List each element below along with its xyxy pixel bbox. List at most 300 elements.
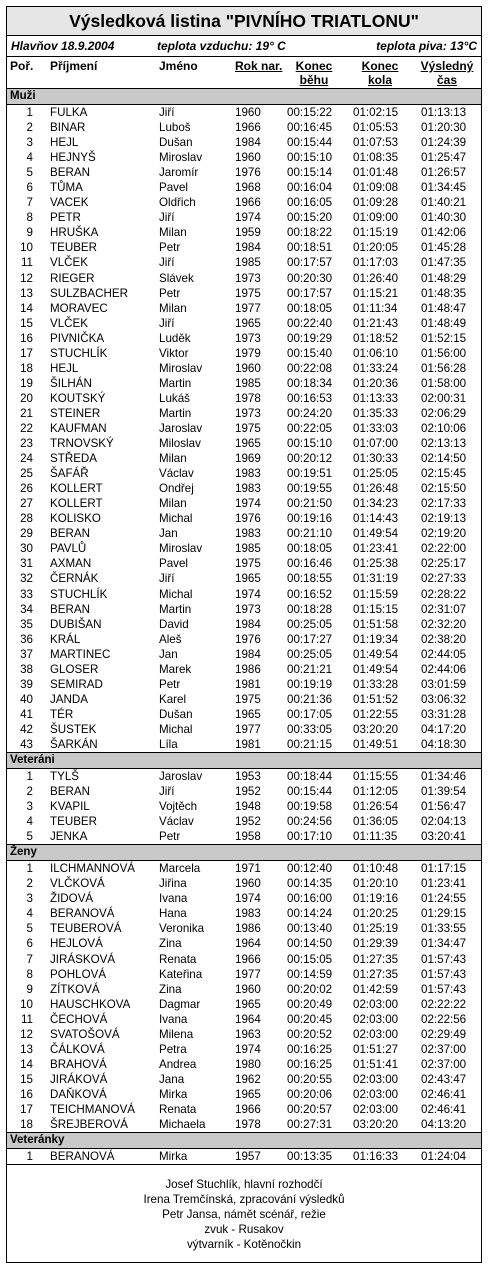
cell-rank: 17 (20, 346, 33, 360)
cell-run-end: 00:16:46 (287, 557, 333, 571)
table-row (7, 876, 481, 891)
table-row (7, 982, 481, 997)
table-row (7, 556, 481, 571)
table-row (7, 135, 481, 150)
table-row (7, 602, 481, 617)
table-row (7, 120, 481, 135)
cell-rank: 5 (26, 166, 33, 180)
table-row (7, 150, 481, 165)
table-row (7, 799, 481, 814)
table-row (7, 271, 481, 286)
table-row (7, 406, 481, 421)
cell-bike-end: 01:51:52 (353, 692, 399, 706)
cell-birth-year: 1984 (235, 136, 261, 150)
cell-rank: 7 (26, 952, 33, 966)
cell-rank: 13 (20, 1042, 33, 1056)
cell-firstname: Slávek (159, 271, 194, 285)
cell-surname: BERANOVÁ (50, 907, 115, 921)
cell-birth-year: 1965 (235, 707, 261, 721)
cell-bike-end: 01:02:15 (353, 106, 399, 119)
cell-rank: 5 (26, 830, 33, 844)
cell-run-end: 00:19:51 (287, 467, 333, 481)
cell-bike-end: 01:33:28 (353, 677, 399, 691)
cell-surname: SULZBACHER (50, 286, 128, 300)
cell-surname: TEUBEROVÁ (50, 922, 122, 936)
cell-bike-end: 01:20:36 (353, 376, 399, 390)
table-row (7, 784, 481, 799)
cell-bike-end: 02:03:00 (353, 1103, 399, 1116)
cell-surname: KVAPIL (50, 800, 90, 814)
cell-birth-year: 1962 (235, 1072, 261, 1086)
cell-rank: 14 (20, 301, 33, 315)
cell-firstname: Petr (159, 241, 181, 255)
cell-run-end: 00:16:25 (287, 1042, 333, 1056)
cell-bike-end: 01:15:15 (353, 602, 399, 616)
cell-bike-end: 01:11:35 (353, 830, 398, 844)
cell-run-end: 00:21:21 (287, 662, 333, 676)
cell-final-time: 01:56:00 (421, 346, 467, 360)
cell-rank: 34 (20, 602, 33, 616)
cell-rank: 6 (26, 937, 33, 951)
cell-run-end: 00:19:16 (287, 512, 333, 526)
cell-bike-end: 01:14:43 (353, 512, 399, 526)
cell-firstname: Mirka (159, 1087, 188, 1101)
cell-rank: 29 (20, 527, 33, 541)
cell-bike-end: 01:05:53 (353, 121, 399, 135)
cell-run-end: 00:20:30 (287, 271, 333, 285)
cell-final-time: 01:45:28 (421, 241, 467, 255)
cell-surname: RIEGER (50, 271, 95, 285)
cell-birth-year: 1975 (235, 692, 261, 706)
cell-bike-end: 03:20:20 (353, 1118, 399, 1132)
cell-firstname: Ivana (159, 1012, 188, 1026)
cell-bike-end: 02:03:00 (353, 997, 399, 1011)
cell-surname: TŮMA (50, 181, 83, 195)
cell-firstname: Milan (159, 452, 187, 466)
cell-birth-year: 1984 (235, 647, 261, 661)
cell-surname: GLOSER (50, 662, 99, 676)
cell-firstname: Michal (159, 587, 193, 601)
cell-surname: BERAN (50, 166, 90, 180)
cell-rank: 43 (20, 737, 33, 751)
cell-surname: TEUBER (50, 241, 98, 255)
cell-firstname: Jan (159, 647, 178, 661)
cell-firstname: Miroslav (159, 361, 203, 375)
results-table (7, 88, 481, 1164)
cell-rank: 24 (20, 452, 33, 466)
cell-birth-year: 1980 (235, 1057, 261, 1071)
cell-firstname: Kateřina (159, 967, 203, 981)
cell-surname: BERAN (50, 527, 90, 541)
table-row (7, 632, 481, 647)
cell-surname: SVATOŠOVÁ (50, 1027, 120, 1041)
cell-rank: 23 (20, 437, 33, 451)
cell-rank: 4 (26, 907, 33, 921)
cell-firstname: Jan (159, 527, 178, 541)
cell-final-time: 02:17:33 (421, 497, 467, 511)
cell-surname: HEJL (50, 136, 79, 150)
cell-firstname: Milena (159, 1027, 194, 1041)
section-header: Ženy (7, 844, 481, 861)
cell-firstname: Petr (159, 677, 181, 691)
cell-birth-year: 1966 (235, 196, 261, 210)
cell-bike-end: 01:49:54 (353, 662, 399, 676)
cell-surname: FULKA (50, 106, 88, 119)
cell-rank: 41 (20, 707, 33, 721)
cell-rank: 5 (26, 922, 33, 936)
cell-birth-year: 1985 (235, 542, 261, 556)
cell-surname: KOLLERT (50, 497, 103, 511)
cell-birth-year: 1976 (235, 166, 261, 180)
cell-rank: 8 (26, 967, 33, 981)
cell-surname: HEJLOVÁ (50, 937, 103, 951)
cell-birth-year: 1976 (235, 632, 261, 646)
cell-bike-end: 01:23:41 (353, 542, 399, 556)
cell-bike-end: 01:07:00 (353, 437, 399, 451)
cell-rank: 3 (26, 892, 33, 906)
cell-birth-year: 1965 (235, 316, 261, 330)
cell-birth-year: 1973 (235, 271, 261, 285)
cell-firstname: Zina (159, 982, 182, 996)
cell-birth-year: 1952 (235, 815, 261, 829)
cell-birth-year: 1978 (235, 391, 261, 405)
cell-rank: 36 (20, 632, 33, 646)
cell-run-end: 00:24:20 (287, 406, 333, 420)
cell-birth-year: 1965 (235, 997, 261, 1011)
cell-final-time: 04:17:20 (421, 722, 467, 736)
cell-final-time: 02:28:22 (421, 587, 467, 601)
cell-final-time: 03:01:59 (421, 677, 467, 691)
cell-firstname: Václav (159, 467, 194, 481)
document-title: Výsledková listina "PIVNÍHO TRIATLONU" (7, 7, 481, 36)
cell-rank: 37 (20, 647, 33, 661)
cell-bike-end: 01:10:48 (353, 862, 399, 876)
cell-surname: ČÁLKOVÁ (50, 1042, 105, 1056)
cell-firstname: Miroslav (159, 151, 203, 165)
cell-rank: 21 (20, 406, 33, 420)
credit-line: Petr Jansa, námět scénář, režie (162, 1208, 326, 1222)
cell-surname: ČERNÁK (50, 572, 99, 586)
cell-final-time: 02:19:20 (421, 527, 467, 541)
cell-final-time: 01:52:15 (421, 331, 467, 345)
col-firstname: Jméno (159, 59, 198, 73)
cell-firstname: Petr (159, 286, 181, 300)
cell-final-time: 02:32:20 (421, 617, 467, 631)
table-row (7, 331, 481, 346)
cell-surname: ŠILHÁN (50, 376, 92, 390)
cell-final-time: 02:14:50 (421, 452, 467, 466)
cell-surname: JIRÁSKOVÁ (50, 952, 116, 966)
cell-final-time: 01:48:29 (421, 271, 467, 285)
cell-surname: JANDA (50, 692, 89, 706)
cell-bike-end: 01:15:59 (353, 587, 399, 601)
cell-bike-end: 01:26:48 (353, 482, 399, 496)
table-row (7, 421, 481, 436)
cell-surname: BERAN (50, 785, 90, 799)
cell-bike-end: 01:08:35 (353, 151, 399, 165)
cell-firstname: Miroslav (159, 542, 203, 556)
cell-run-end: 00:13:40 (287, 922, 333, 936)
cell-run-end: 00:20:49 (287, 997, 333, 1011)
cell-rank: 7 (26, 196, 33, 210)
cell-firstname: Milan (159, 497, 187, 511)
cell-birth-year: 1977 (235, 722, 261, 736)
cell-final-time: 01:24:39 (421, 136, 467, 150)
cell-final-time: 01:57:43 (421, 967, 467, 981)
cell-run-end: 00:13:35 (287, 1150, 333, 1164)
cell-surname: BERAN (50, 602, 90, 616)
cell-rank: 31 (20, 557, 33, 571)
cell-rank: 12 (20, 271, 33, 285)
cell-run-end: 00:25:05 (287, 617, 333, 631)
cell-rank: 15 (20, 316, 33, 330)
cell-run-end: 00:27:31 (287, 1118, 333, 1132)
cell-final-time: 02:22:56 (421, 1012, 467, 1026)
cell-run-end: 00:24:56 (287, 815, 333, 829)
cell-rank: 9 (26, 982, 33, 996)
cell-firstname: Karel (159, 692, 187, 706)
cell-final-time: 02:46:41 (421, 1103, 467, 1116)
cell-firstname: Milan (159, 301, 187, 315)
cell-firstname: Michal (159, 512, 193, 526)
cell-firstname: Martin (159, 602, 192, 616)
col-final-time: Výsledný čas (420, 59, 474, 87)
cell-run-end: 00:18:05 (287, 301, 333, 315)
cell-birth-year: 1979 (235, 346, 261, 360)
cell-firstname: Jiří (159, 256, 175, 270)
cell-surname: ZÍTKOVÁ (50, 982, 100, 996)
cell-birth-year: 1953 (235, 770, 261, 784)
cell-firstname: Martin (159, 406, 192, 420)
cell-birth-year: 1969 (235, 452, 261, 466)
cell-birth-year: 1974 (235, 587, 261, 601)
table-row (7, 829, 481, 844)
cell-firstname: Oldřich (159, 196, 196, 210)
cell-bike-end: 01:30:33 (353, 452, 399, 466)
cell-surname: BERANOVÁ (50, 1150, 115, 1164)
air-temperature: teplota vzduchu: 19° C (157, 39, 286, 53)
table-row (7, 906, 481, 921)
cell-firstname: Jaromír (159, 166, 199, 180)
cell-run-end: 00:15:10 (287, 437, 333, 451)
cell-firstname: Vojtěch (159, 800, 198, 814)
cell-bike-end: 02:03:00 (353, 1087, 399, 1101)
cell-run-end: 00:15:44 (287, 785, 333, 799)
cell-firstname: Jana (159, 1072, 185, 1086)
cell-bike-end: 01:15:19 (353, 226, 399, 240)
cell-firstname: Jiří (159, 211, 175, 225)
cell-firstname: Jiří (159, 572, 175, 586)
cell-final-time: 01:57:43 (421, 982, 467, 996)
cell-birth-year: 1975 (235, 286, 261, 300)
cell-firstname: Luděk (159, 331, 191, 345)
table-row (7, 891, 481, 906)
cell-firstname: Renata (159, 1103, 197, 1116)
cell-surname: STUCHLÍK (50, 346, 108, 360)
cell-birth-year: 1952 (235, 785, 261, 799)
table-row (7, 436, 481, 451)
cell-run-end: 00:14:24 (287, 907, 333, 921)
cell-birth-year: 1977 (235, 301, 261, 315)
cell-surname: KOLISKO (50, 512, 101, 526)
cell-run-end: 00:17:57 (287, 286, 333, 300)
cell-surname: VACEK (50, 196, 89, 210)
cell-run-end: 00:15:44 (287, 136, 333, 150)
cell-birth-year: 1981 (235, 737, 261, 751)
cell-final-time: 02:25:17 (421, 557, 467, 571)
cell-run-end: 00:16:45 (287, 121, 333, 135)
cell-firstname: Luboš (159, 121, 191, 135)
cell-final-time: 01:34:45 (421, 181, 467, 195)
cell-firstname: Hana (159, 907, 187, 921)
cell-final-time: 01:48:35 (421, 286, 467, 300)
table-row (7, 769, 481, 784)
col-rank: Poř. (10, 59, 34, 73)
cell-birth-year: 1964 (235, 937, 261, 951)
cell-bike-end: 01:25:19 (353, 922, 399, 936)
table-row (7, 255, 481, 270)
cell-run-end: 00:19:29 (287, 331, 333, 345)
cell-birth-year: 1965 (235, 437, 261, 451)
cell-run-end: 00:22:05 (287, 421, 333, 435)
cell-final-time: 01:57:43 (421, 952, 467, 966)
cell-rank: 13 (20, 286, 33, 300)
cell-birth-year: 1965 (235, 1087, 261, 1101)
cell-surname: VLČEK (50, 316, 89, 330)
cell-final-time: 01:24:04 (421, 1150, 467, 1164)
cell-birth-year: 1971 (235, 862, 261, 876)
cell-firstname: Mirka (159, 1150, 188, 1164)
table-row (7, 105, 481, 120)
cell-surname: KAUFMAN (50, 421, 107, 435)
table-row (7, 662, 481, 677)
cell-run-end: 00:16:00 (287, 892, 333, 906)
cell-bike-end: 01:35:33 (353, 406, 399, 420)
cell-run-end: 00:15:20 (287, 211, 333, 225)
table-row (7, 451, 481, 466)
table-row (7, 617, 481, 632)
cell-rank: 16 (20, 1087, 33, 1101)
cell-final-time: 01:26:57 (421, 166, 467, 180)
cell-rank: 25 (20, 467, 33, 481)
cell-run-end: 00:21:50 (287, 497, 333, 511)
cell-surname: TÉR (50, 707, 74, 721)
cell-birth-year: 1986 (235, 662, 261, 676)
section-header: Veteráni (7, 752, 481, 769)
cell-bike-end: 01:49:51 (353, 737, 399, 751)
cell-run-end: 00:20:57 (287, 1103, 333, 1116)
cell-final-time: 01:48:49 (421, 316, 467, 330)
cell-run-end: 00:18:51 (287, 241, 333, 255)
cell-final-time: 01:39:54 (421, 785, 467, 799)
cell-bike-end: 01:36:05 (353, 815, 399, 829)
cell-run-end: 00:17:10 (287, 830, 333, 844)
cell-rank: 18 (20, 1118, 33, 1132)
cell-final-time: 02:29:49 (421, 1027, 467, 1041)
cell-firstname: Petr (159, 830, 181, 844)
cell-final-time: 02:38:20 (421, 632, 467, 646)
cell-rank: 9 (26, 226, 33, 240)
cell-birth-year: 1960 (235, 361, 261, 375)
cell-birth-year: 1983 (235, 467, 261, 481)
cell-firstname: Veronika (159, 922, 205, 936)
cell-bike-end: 02:03:00 (353, 1072, 399, 1086)
cell-final-time: 03:20:41 (421, 830, 467, 844)
credit-line: Irena Tremčínská, zpracování výsledků (143, 1193, 345, 1207)
cell-firstname: Michaela (159, 1118, 206, 1132)
table-row (7, 286, 481, 301)
cell-surname: KOLLERT (50, 482, 103, 496)
cell-final-time: 02:22:22 (421, 997, 467, 1011)
table-row (7, 737, 481, 752)
cell-firstname: Aleš (159, 632, 182, 646)
cell-run-end: 00:20:52 (287, 1027, 333, 1041)
cell-birth-year: 1964 (235, 1012, 261, 1026)
cell-final-time: 01:23:41 (421, 877, 467, 891)
cell-final-time: 01:34:46 (421, 770, 467, 784)
table-row (7, 1042, 481, 1057)
cell-firstname: Líla (159, 737, 178, 751)
cell-birth-year: 1983 (235, 482, 261, 496)
cell-bike-end: 03:20:20 (353, 722, 399, 736)
table-row (7, 707, 481, 722)
cell-firstname: Dušan (159, 707, 193, 721)
cell-rank: 39 (20, 677, 33, 691)
cell-bike-end: 01:20:10 (353, 877, 399, 891)
table-row (7, 647, 481, 662)
cell-firstname: David (159, 617, 189, 631)
cell-run-end: 00:15:05 (287, 952, 333, 966)
cell-surname: STEINER (50, 406, 101, 420)
cell-rank: 22 (20, 421, 33, 435)
col-bike-end: Konec kola (361, 59, 399, 87)
table-row (7, 1102, 481, 1117)
cell-rank: 1 (26, 1150, 33, 1164)
cell-birth-year: 1948 (235, 800, 261, 814)
cell-firstname: Jiří (159, 106, 175, 119)
cell-birth-year: 1974 (235, 497, 261, 511)
table-row (7, 861, 481, 876)
cell-rank: 42 (20, 722, 33, 736)
cell-run-end: 00:21:15 (287, 737, 333, 751)
cell-rank: 10 (20, 997, 33, 1011)
cell-surname: STŘEDA (50, 452, 98, 466)
cell-birth-year: 1983 (235, 527, 261, 541)
cell-bike-end: 01:19:16 (353, 892, 399, 906)
table-row (7, 1057, 481, 1072)
cell-firstname: Ondřej (159, 482, 194, 496)
cell-surname: ŠAFÁŘ (50, 467, 89, 481)
cell-final-time: 01:24:55 (421, 892, 467, 906)
cell-final-time: 02:46:41 (421, 1087, 467, 1101)
cell-birth-year: 1986 (235, 922, 261, 936)
cell-run-end: 00:18:22 (287, 226, 333, 240)
cell-surname: HAUSCHKOVA (50, 997, 131, 1011)
cell-rank: 2 (26, 121, 33, 135)
cell-final-time: 02:43:47 (421, 1072, 467, 1086)
cell-run-end: 00:20:06 (287, 1087, 333, 1101)
cell-run-end: 00:15:22 (287, 106, 333, 119)
cell-surname: ČECHOVÁ (50, 1012, 108, 1026)
cell-surname: HEJNYŠ (50, 151, 96, 165)
cell-run-end: 00:14:59 (287, 967, 333, 981)
table-row (7, 692, 481, 707)
cell-bike-end: 01:25:38 (353, 557, 399, 571)
cell-surname: STUCHLÍK (50, 587, 108, 601)
cell-rank: 3 (26, 136, 33, 150)
cell-bike-end: 01:20:25 (353, 907, 399, 921)
cell-bike-end: 01:09:08 (353, 181, 399, 195)
